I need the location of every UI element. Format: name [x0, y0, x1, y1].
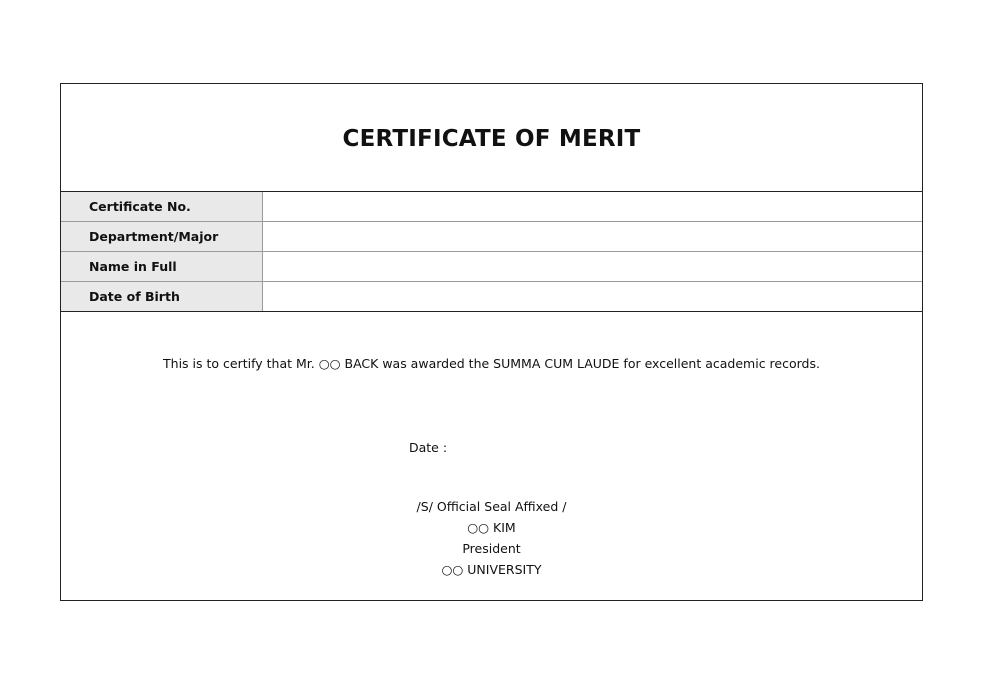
certificate-title: CERTIFICATE OF MERIT — [342, 125, 641, 152]
info-row-date-of-birth — [61, 282, 922, 311]
date-of-birth-value[interactable] — [263, 282, 922, 311]
signer-title: President — [462, 541, 521, 556]
certificate-frame — [60, 83, 923, 601]
certificate-no-label: Certificate No. — [61, 192, 263, 221]
info-table — [61, 192, 922, 312]
signer-name: ○○ KIM — [467, 520, 516, 535]
date-label: Date : — [409, 440, 448, 455]
date-row — [409, 440, 447, 455]
certificate-body — [61, 312, 922, 602]
name-value[interactable] — [263, 252, 922, 281]
certification-statement: This is to certify that Mr. ○○ BACK was awarded the SUMMA CUM LAUDE for excellent academic records. — [163, 356, 820, 371]
name-label: Name in Full — [61, 252, 263, 281]
institution-name: ○○ UNIVERSITY — [441, 562, 542, 577]
info-row-department — [61, 222, 922, 252]
seal-text: /S/ Official Seal Affixed / — [416, 499, 567, 514]
title-area — [61, 84, 922, 192]
info-row-certificate-no — [61, 192, 922, 222]
department-value[interactable] — [263, 222, 922, 251]
date-of-birth-label: Date of Birth — [61, 282, 263, 311]
info-row-name — [61, 252, 922, 282]
signature-block — [61, 496, 922, 580]
department-label: Department/Major — [61, 222, 263, 251]
certificate-no-value[interactable] — [263, 192, 922, 221]
